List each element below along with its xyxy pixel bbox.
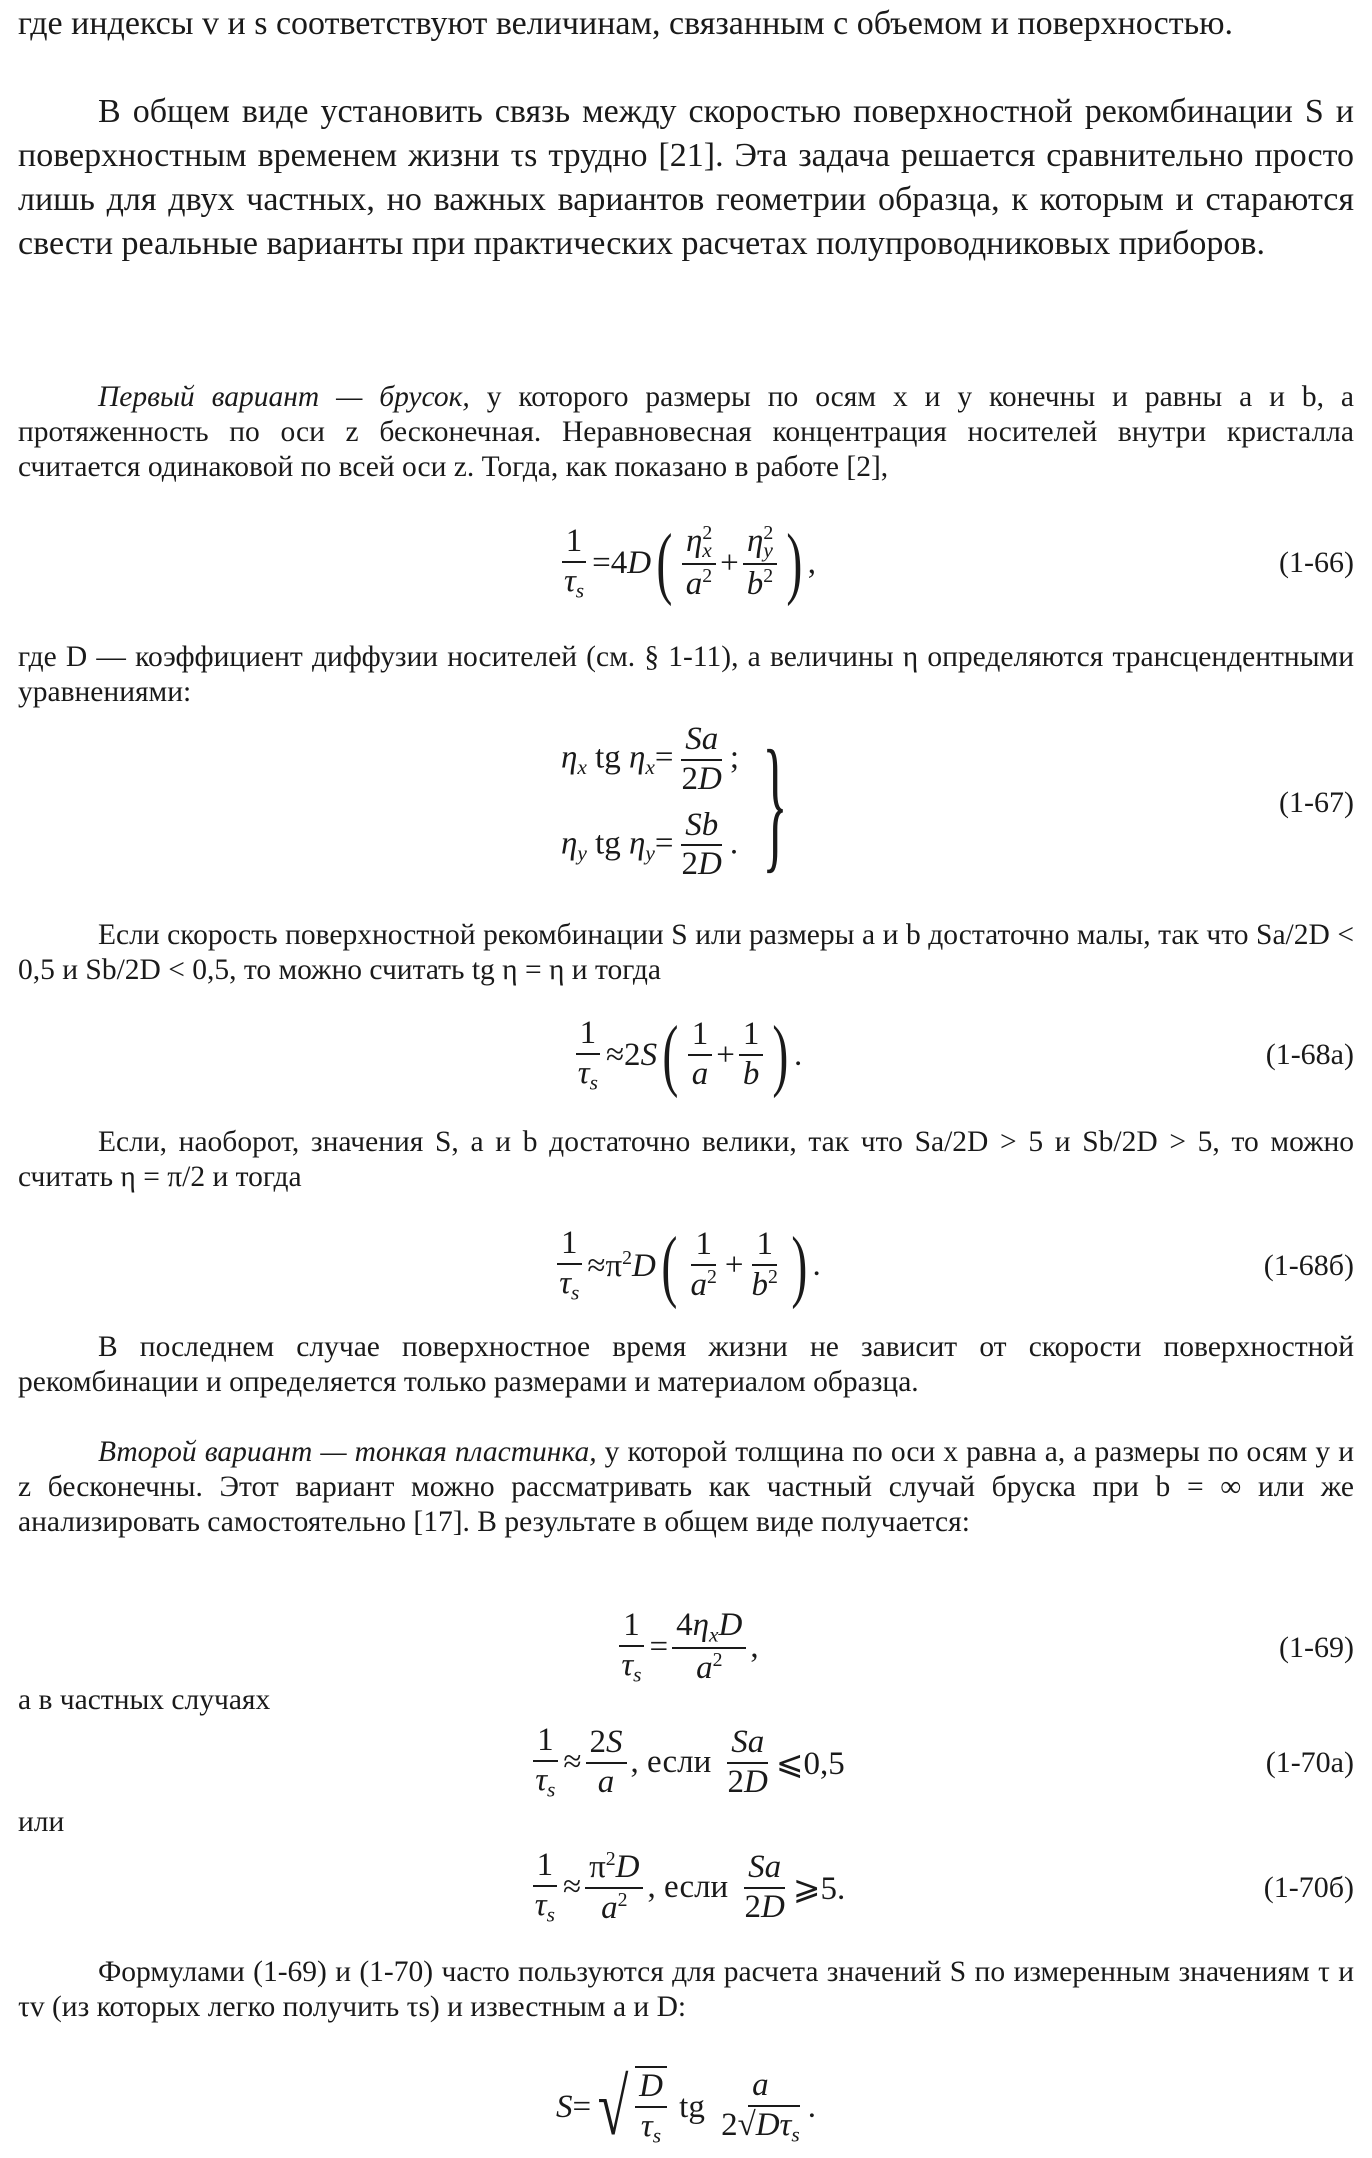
equation-number: (1-69)	[1279, 1630, 1354, 1664]
paragraph-formulas: Формулами (1-69) и (1-70) часто пользуются для расчета значений S по измеренным значениям τ и τv (из которых легко получить τs) и известным a и D:	[18, 1956, 1354, 2023]
equation-1-68b: $\frac{1}{\tau_s}$ $\approx\pi^2D$ ( $\frac{1}{a^2}$ + $\frac{1}{b^2}$ ) . (1-68б)	[18, 1218, 1354, 1313]
equation-number: (1-68а)	[1265, 1038, 1354, 1071]
equation-1-66: $\frac{1}{\tau_s}$ =4D ( $\frac{\eta^2_x}{a^2}$ + $\frac{\eta^2_y}{b^2}$ ) , (1-66)	[18, 518, 1354, 608]
equation-number: (1-70а)	[1265, 1745, 1354, 1779]
equation-number: (1-66)	[1279, 546, 1354, 579]
paragraph-last-case: В последнем случае поверхностное время жизни не зависит от скорости поверхностной рекомбинации и определяется только размерами и материалом образца.	[18, 1331, 1354, 1398]
paragraph-variant-1: Первый вариант — брусок, у которого размеры по осям x и y конечны и равны a и b, а протяженность по оси z бесконечная. Неравновесная концентрация носителей внутри кристалла считается одинаковой по всей оси z. Тогда, как показано в работе [2],	[18, 381, 1354, 483]
equation-s: S= √ $\frac{D}{\tau_s}$ tg $\frac{a}{2√D\tau_s}$ .	[556, 2063, 816, 2152]
equation-1-70a: $\frac{1}{\tau_s}$ ≈ $\frac{2S}{a}$ , если $\frac{Sa}{2D}$ ⩽0,5 (1-70а)	[18, 1715, 1354, 1810]
paragraph-diffusion: где D — коэффициент диффузии носителей (см. § 1-11), а величины η определяются трансцендентными уравнениями:	[18, 641, 1354, 708]
paragraph-particular: а в частных случаях	[18, 1684, 271, 1716]
paragraph-large-s: Если, наоборот, значения S, a и b достаточно велики, так что Sa/2D > 5 и Sb/2D > 5, то можно считать η = π/2 и тогда	[18, 1126, 1354, 1193]
paragraph-variant-2: Второй вариант — тонкая пластинка, у которой толщина по оси x равна a, а размеры по осям y и z бесконечны. Этот вариант можно рассматривать как частный случай бруска при b = ∞ или же анализировать самостоятельно [17]. В результате в общем виде получается:	[18, 1436, 1354, 1538]
equation-number: (1-67)	[1279, 785, 1354, 819]
equation-1-67: $\eta_x$ tg $\eta_x=$ $\frac{Sa}{2D}$ ; $\eta_y$ tg $\eta_y=$ $\frac{Sb}{2D}$ . } (1-67)	[560, 719, 1354, 886]
paragraph-intro	[18, 2, 1354, 46]
paragraph-indices: где индексы v и s соответствуют величинам, связанным с объемом и поверхностью.	[18, 5, 1233, 42]
paragraph-relation: В общем виде установить связь между скоростью поверхностной рекомбинации S и поверхностным временем жизни τs трудно [21]. Эта задача решается сравнительно просто лишь для двух частных, но важных вариантов геометрии образца, к которым и стараются свести реальные варианты при практических расчетах полупроводниковых приборов.	[18, 93, 1354, 262]
equation-number: (1-70б)	[1263, 1870, 1354, 1904]
equation-1-70b: $\frac{1}{\tau_s}$ ≈ $\frac{\pi^2D}{a^2}$ , если $\frac{Sa}{2D}$ ⩾5. (1-70б)	[18, 1840, 1354, 1935]
paragraph-small-s: Если скорость поверхностной рекомбинации S или размеры a и b достаточно малы, так что Sa/2D < 0,5 и Sb/2D < 0,5, то можно считать tg η = η и тогда	[18, 919, 1354, 986]
paragraph-or: или	[18, 1806, 65, 1838]
equation-1-69: $\frac{1}{\tau_s}$ = $\frac{4\eta_xD}{a^2}$ , (1-69)	[18, 1600, 1354, 1695]
equation-1-68a: $\frac{1}{\tau_s}$ ≈2S ( $\frac{1}{a}$ + $\frac{1}{b}$ ) . (1-68а)	[18, 1010, 1354, 1100]
equation-number: (1-68б)	[1263, 1248, 1354, 1282]
